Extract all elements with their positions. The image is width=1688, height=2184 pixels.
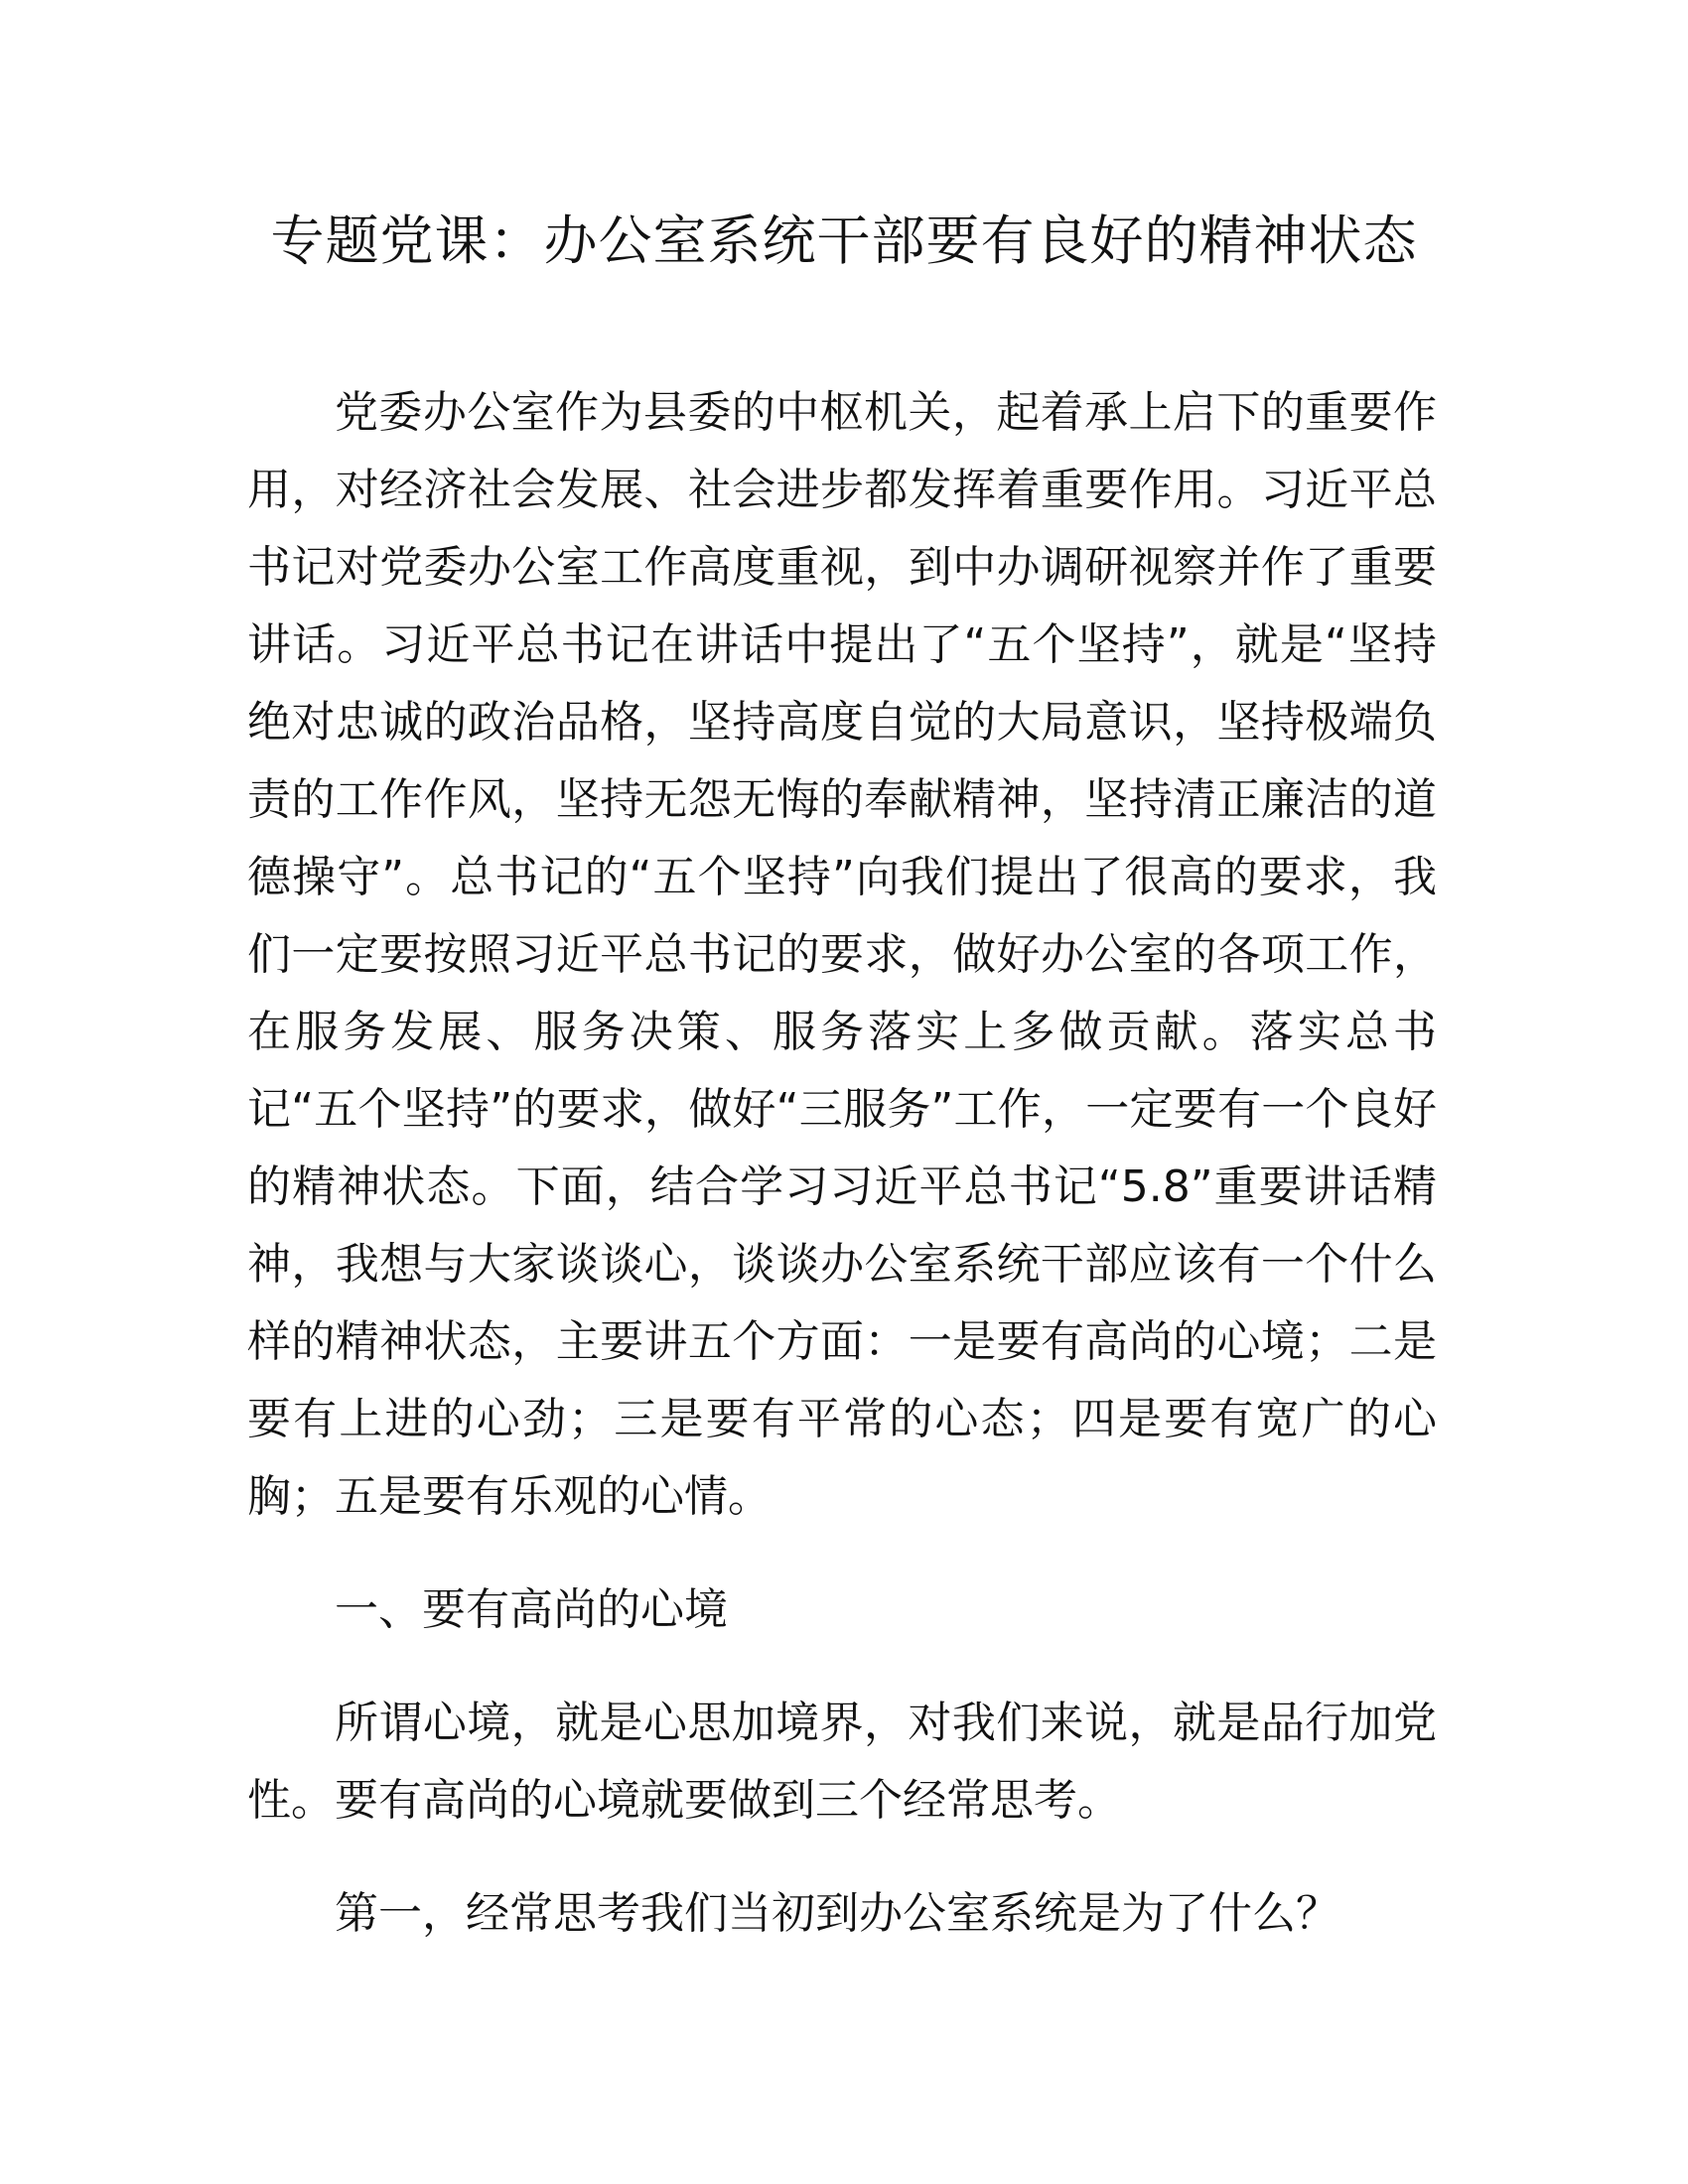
document-body — [247, 374, 1437, 1953]
document-title: 专题党课：办公室系统干部要有良好的精神状态 — [270, 209, 1418, 272]
section-paragraph: 所谓心境，就是心思加境界，对我们来说，就是品行加党性。要有高尚的心境就要做到三个经常思考。 — [247, 1698, 1437, 1826]
intro-paragraph: 党委办公室作为县委的中枢机关，起着承上启下的重要作用，对经济社会发展、社会进步都发挥着重要作用。习近平总书记对党委办公室工作高度重视，到中办调研视察并作了重要讲话。习近平总书记在讲话中提出了“五个坚持”，就是“坚持绝对忠诚的政治品格，坚持高度自觉的大局意识，坚持极端负责的工作作风，坚持无怨无悔的奉献精神，坚持清正廉洁的道德操守”。总书记的“五个坚持”向我们提出了很高的要求，我们一定要按照习近平总书记的要求，做好办公室的各项工作，在服务发展、服务决策、服务落实上多做贡献。落实总书记“五个坚持”的要求，做好“三服务”工作，一定要有一个良好的精神状态。下面，结合学习习近平总书记“5.8”重要讲话精神，我想与大家谈谈心，谈谈办公室系统干部应该有一个什么样的精神状态，主要讲五个方面：一是要有高尚的心境；二是要有上进的心劲；三是要有平常的心态；四是要有宽广的心胸；五是要有乐观的心情。 — [247, 387, 1437, 1522]
section-heading: 一、要有高尚的心境 — [335, 1584, 728, 1635]
section-paragraph: 第一，经常思考我们当初到办公室系统是为了什么？ — [335, 1888, 1339, 1939]
